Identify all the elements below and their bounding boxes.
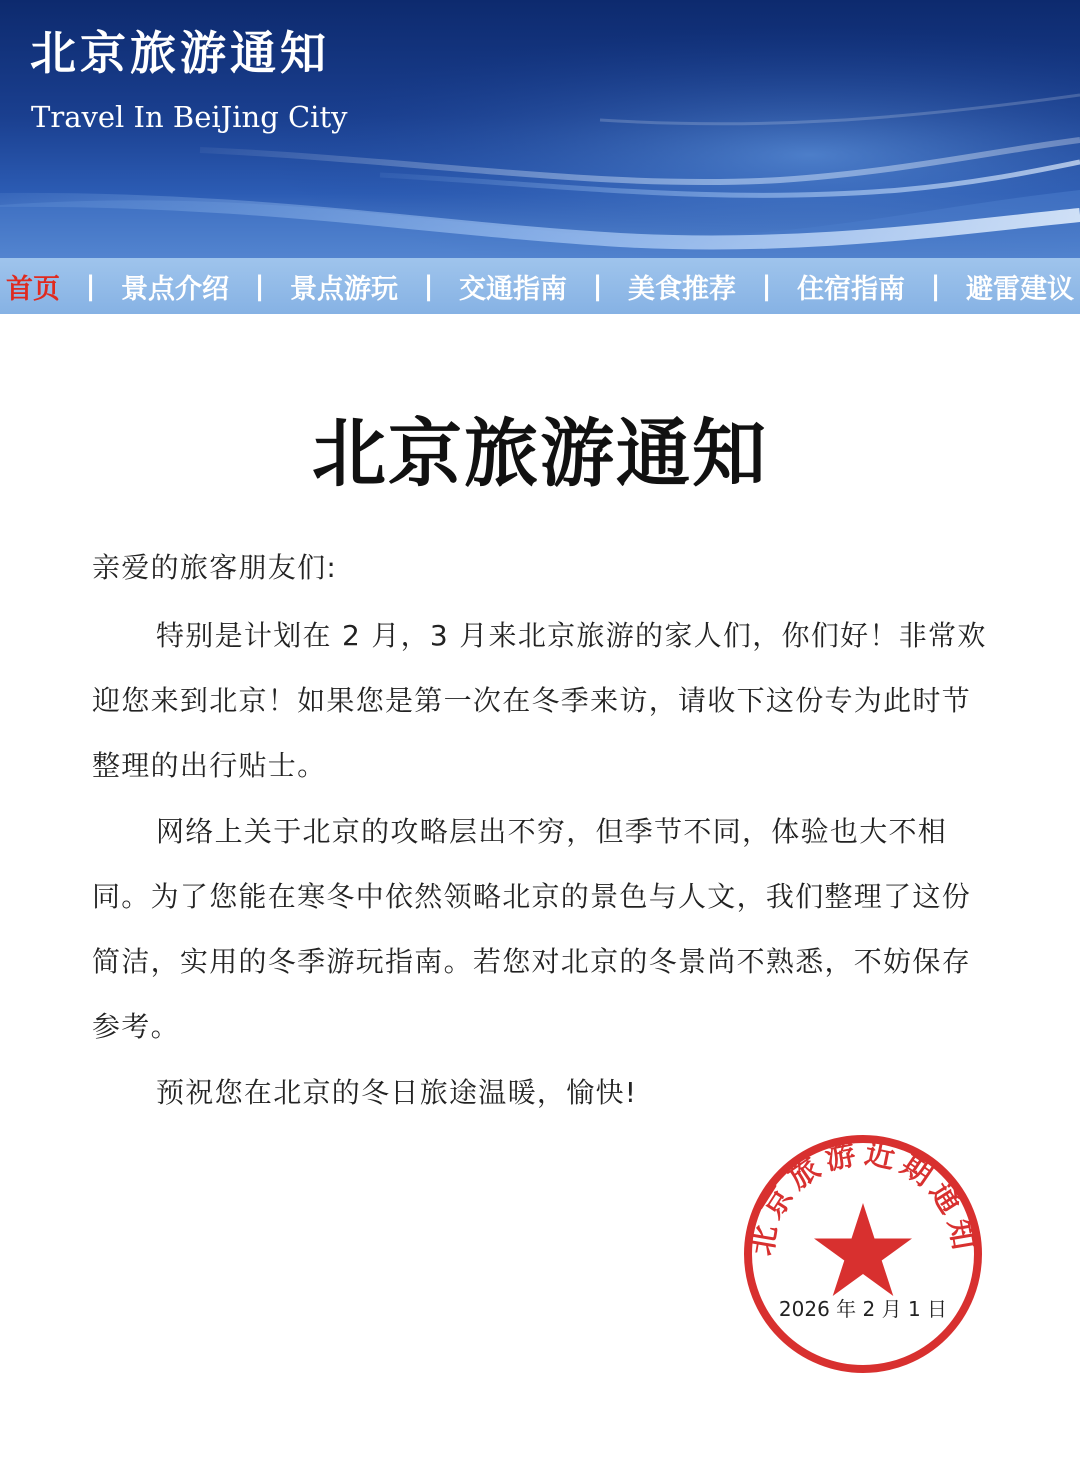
header-banner [0,0,1080,258]
nav-item-home[interactable]: 首页 [6,273,60,305]
nav-item-accommodation[interactable]: 住宿指南 [797,273,905,305]
star-icon [814,1203,912,1296]
nav-separator: | [761,270,772,302]
nav-separator: | [930,270,941,302]
nav-item-sightseeing[interactable]: 景点游玩 [290,273,398,305]
nav-separator: | [423,270,434,302]
paragraph-wishes: 预祝您在北京的冬日旅途温暖，愉快! [156,1076,638,1109]
nav-separator: | [592,270,603,302]
nav-item-transport[interactable]: 交通指南 [459,273,567,305]
paragraph-welcome: 特别是计划在 2 月，3 月来北京旅游的家人们，你们好！非常欢迎您来到北京！如果您是第一次在冬季来访，请收下这份专为此时节整理的出行贴士。 [92,619,987,782]
nav-item-attractions[interactable]: 景点介绍 [121,273,229,305]
greeting: 亲爱的旅客朋友们: [92,551,338,584]
nav-separator: | [254,270,265,302]
official-seal-stamp [740,1131,986,1377]
nav-bar [0,258,1080,314]
nav-item-pitfalls[interactable]: 避雷建议 [966,273,1074,305]
nav-item-food[interactable]: 美食推荐 [628,273,736,305]
paragraph-guide-intro: 网络上关于北京的攻略层出不穷，但季节不同，体验也大不相同。为了您能在寒冬中依然领略北京的景色与人文，我们整理了这份简洁，实用的冬季游玩指南。若您对北京的冬景尚不熟悉，不妨保存参考。 [92,815,972,1043]
banner-subtitle: Travel In BeiJing City [31,100,348,134]
seal-date: 2026 年 2 月 1 日 [778,1297,948,1321]
seal-arc-text: 北京旅游近期通知 [744,1135,982,1259]
banner-title: 北京旅游通知 [30,26,330,80]
document-title: 北京旅游通知 [312,411,768,497]
nav-separator: | [85,270,96,302]
